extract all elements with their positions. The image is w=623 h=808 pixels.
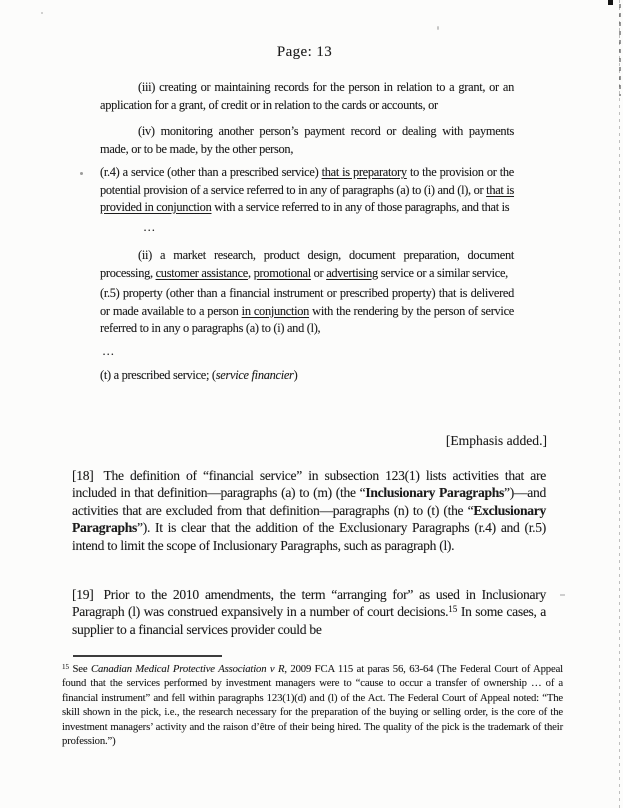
text-segment: ”). It is clear that the addition of the Exclusionary Paragraphs (r.4) and (r.5) intend to limit the scope of Inclusionary Paragraphs, such as paragraph (l). <box>72 520 546 553</box>
bold-defined-term: Exclusionary Paragraphs <box>72 502 546 536</box>
emphasis-added-note: [Emphasis added.] <box>445 433 547 448</box>
page-number-header: Page: 13 <box>276 44 333 60</box>
text-segment: Prior to the 2010 amendments, the term “arranging for” as used in Inclusionary Paragraph (l) was construed expansively in a number of court decisions. <box>72 587 546 620</box>
italic-french-term: service financier <box>215 368 294 382</box>
underlined-phrase: promotional <box>253 265 311 280</box>
paragraph-number: [19] <box>72 587 94 602</box>
text-segment: service or a similar service, <box>377 265 508 280</box>
scan-artifact-speck <box>41 12 43 14</box>
text-segment: , <box>247 265 254 280</box>
quote-para-t <box>100 367 514 385</box>
footnote-15 <box>62 662 563 748</box>
paragraph-18 <box>72 467 546 554</box>
underlined-phrase: that is preparatory <box>321 165 407 179</box>
quote-para-ii <box>100 247 514 282</box>
scan-artifact-right-edge-dark-dashes <box>619 4 621 96</box>
footnote-separator-rule <box>73 655 222 657</box>
paragraph-19 <box>72 586 546 638</box>
footnote-reference-marker: 15 <box>448 604 458 615</box>
scan-artifact-speck <box>437 26 439 30</box>
quote-para-iv: (iv) monitoring another person’s payment record or dealing with payments made, or to be made, by the other person, <box>100 124 514 156</box>
text-segment: ”)—and activities that are excluded from that definition—paragraphs (n) to (t) (the “ <box>72 485 546 518</box>
scan-artifact-right-edge-dashes <box>619 0 620 808</box>
underlined-phrase: customer assistance <box>155 265 248 280</box>
paragraph-number: [18] <box>72 468 94 483</box>
text-segment: , 2009 FCA 115 at paras 56, 63-64 (The Federal Court of Appeal found that the services performed by investment managers were to “cause to occur a transfer of ownership … of a financial instrument” and fell within paragraphs 123(1)(d) and (l) of the Act. The Federal Court of Appeal noted: “The skill shown in the pick, i.e., the research necessary for the preparation of the buying or selling order, is the core of the investment managers’ activity and the raison d’être of their being hired. The quality of the pick is the trademark of their profession.”) <box>62 663 563 748</box>
footnote-number-marker: 15 <box>62 663 69 671</box>
scan-artifact-corner-mark <box>608 0 613 5</box>
text-segment: or <box>310 265 327 280</box>
text-segment: (r.5) property (other than a financial instrument or prescribed property) that is delivered or made available to a person <box>100 286 514 318</box>
underlined-phrase: that is provided in conjunction <box>100 182 515 214</box>
text-segment: ) <box>293 368 298 382</box>
text-segment: (ii) a market research, product design, document preparation, document processing, <box>100 248 514 280</box>
text-segment: with a service referred to in any of those paragraphs, and that is <box>211 200 510 214</box>
text-segment: with the rendering by the person of service referred to in any o paragraphs (a) to (i) and (l), <box>100 303 514 335</box>
ellipsis-omission: … <box>102 343 117 358</box>
text-segment: See <box>69 663 91 675</box>
underlined-phrase: in conjunction <box>241 303 310 318</box>
quote-para-r4 <box>100 164 514 217</box>
quote-para-r5 <box>100 285 514 338</box>
scan-artifact-speck <box>560 594 565 596</box>
ellipsis-omission: … <box>143 219 158 234</box>
quote-para-iii: (iii) creating or maintaining records for the person in relation to a grant, or an application for a grant, of credit or in relation to the cards or accounts, or <box>100 80 514 112</box>
text-segment: (t) a prescribed service; ( <box>100 368 216 382</box>
scan-artifact-speck <box>80 172 83 175</box>
statute-quote-block <box>100 79 514 385</box>
bold-defined-term: Inclusionary Paragraphs <box>365 485 505 501</box>
text-segment: (r.4) a service (other than a prescribed service) <box>100 165 322 179</box>
text-segment: In some cases, a supplier to a financial services provider could be <box>72 604 547 637</box>
italic-case-citation: Canadian Medical Protective Association v R <box>90 663 285 675</box>
underlined-phrase: advertising <box>326 265 378 280</box>
text-segment: The definition of “financial service” in subsection 123(1) lists activities that are included in that definition—paragraphs (a) to (m) (the “ <box>72 468 546 501</box>
text-segment: to the provision or the potential provision of a service referred to in any of paragraphs (a) to (i) and (l), or <box>100 165 514 197</box>
